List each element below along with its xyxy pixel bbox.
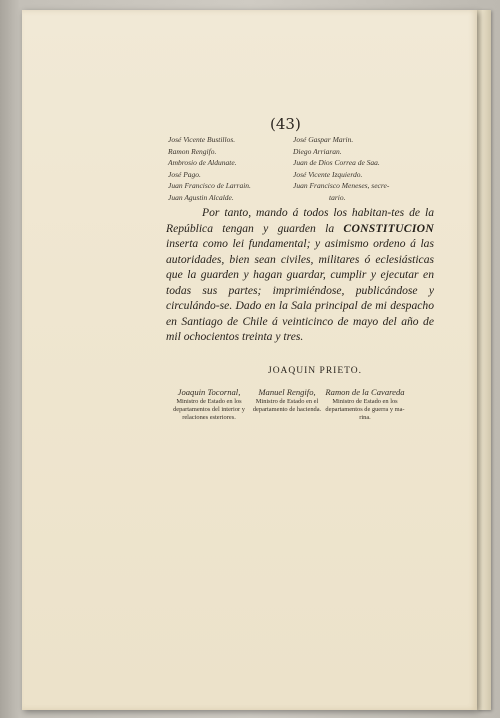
signer-name: Diego Arriaran.: [293, 146, 342, 156]
signer-name: José Vicente Bustillos.: [168, 135, 236, 144]
minister-name: Joaquin Tocornal,: [177, 387, 241, 397]
minister-role: Ministro de Estado en los departamentos de guerra y ma-rina.: [325, 398, 405, 421]
minister-role: Ministro de Estado en el departamento de hacienda.: [252, 398, 322, 413]
signer-name: Juan Francisco Meneses, secre-: [293, 181, 390, 191]
minister-name: Manuel Rengifo,: [258, 387, 316, 397]
minister-signature: [322, 387, 408, 422]
signer-name: Juan de Dios Correa de Saa.: [293, 158, 380, 168]
minister-signature: [252, 387, 322, 414]
minister-role: Ministro de Estado en los departamentos del interior y relaciones esteriores.: [173, 398, 245, 421]
minister-name: Ramon de la Cavareda: [325, 387, 405, 397]
signers-left-column: [168, 134, 288, 204]
signer-name: Ambrosio de Aldunate.: [168, 158, 237, 168]
signer-name: Juan Agustin Alcalde.: [168, 192, 234, 202]
decree-text-part1: Por tanto, mando á todos los habitan-tes de la República tengan y guarden la: [166, 206, 434, 235]
signer-name: Ramon Rengifo.: [168, 146, 217, 156]
minister-signature: [166, 387, 252, 422]
decree-paragraph: [166, 205, 434, 345]
page-number: (43): [270, 115, 301, 133]
signers-right-column: [293, 134, 433, 204]
document-page: [22, 10, 477, 710]
signer-name: tario.: [329, 192, 346, 202]
signer-name: José Vicente Izquierdo.: [293, 169, 363, 179]
president-signature: JOAQUIN PRIETO.: [268, 366, 362, 376]
signer-name: José Pago.: [168, 169, 201, 179]
page-edge: [477, 10, 491, 710]
signer-name: Juan Francisco de Larrain.: [168, 181, 251, 191]
decree-text-part2: inserta como lei fundamental; y asimismo ordeno á las autoridades, bien sean civiles, militares ó eclesiásticas que la guarden y hagan guardar, cumplir y ejecutar en todas sus partes; imprimiéndose, publicándose y circulándo-se. Dado en la Sala principal de mi despacho en Santiago de Chile á veinticinco de mayo del año de mil ochocientos treinta y tres.: [166, 237, 434, 343]
constitution-word: CONSTITUCION: [343, 221, 434, 235]
signer-name: José Gaspar Marin.: [293, 135, 354, 144]
